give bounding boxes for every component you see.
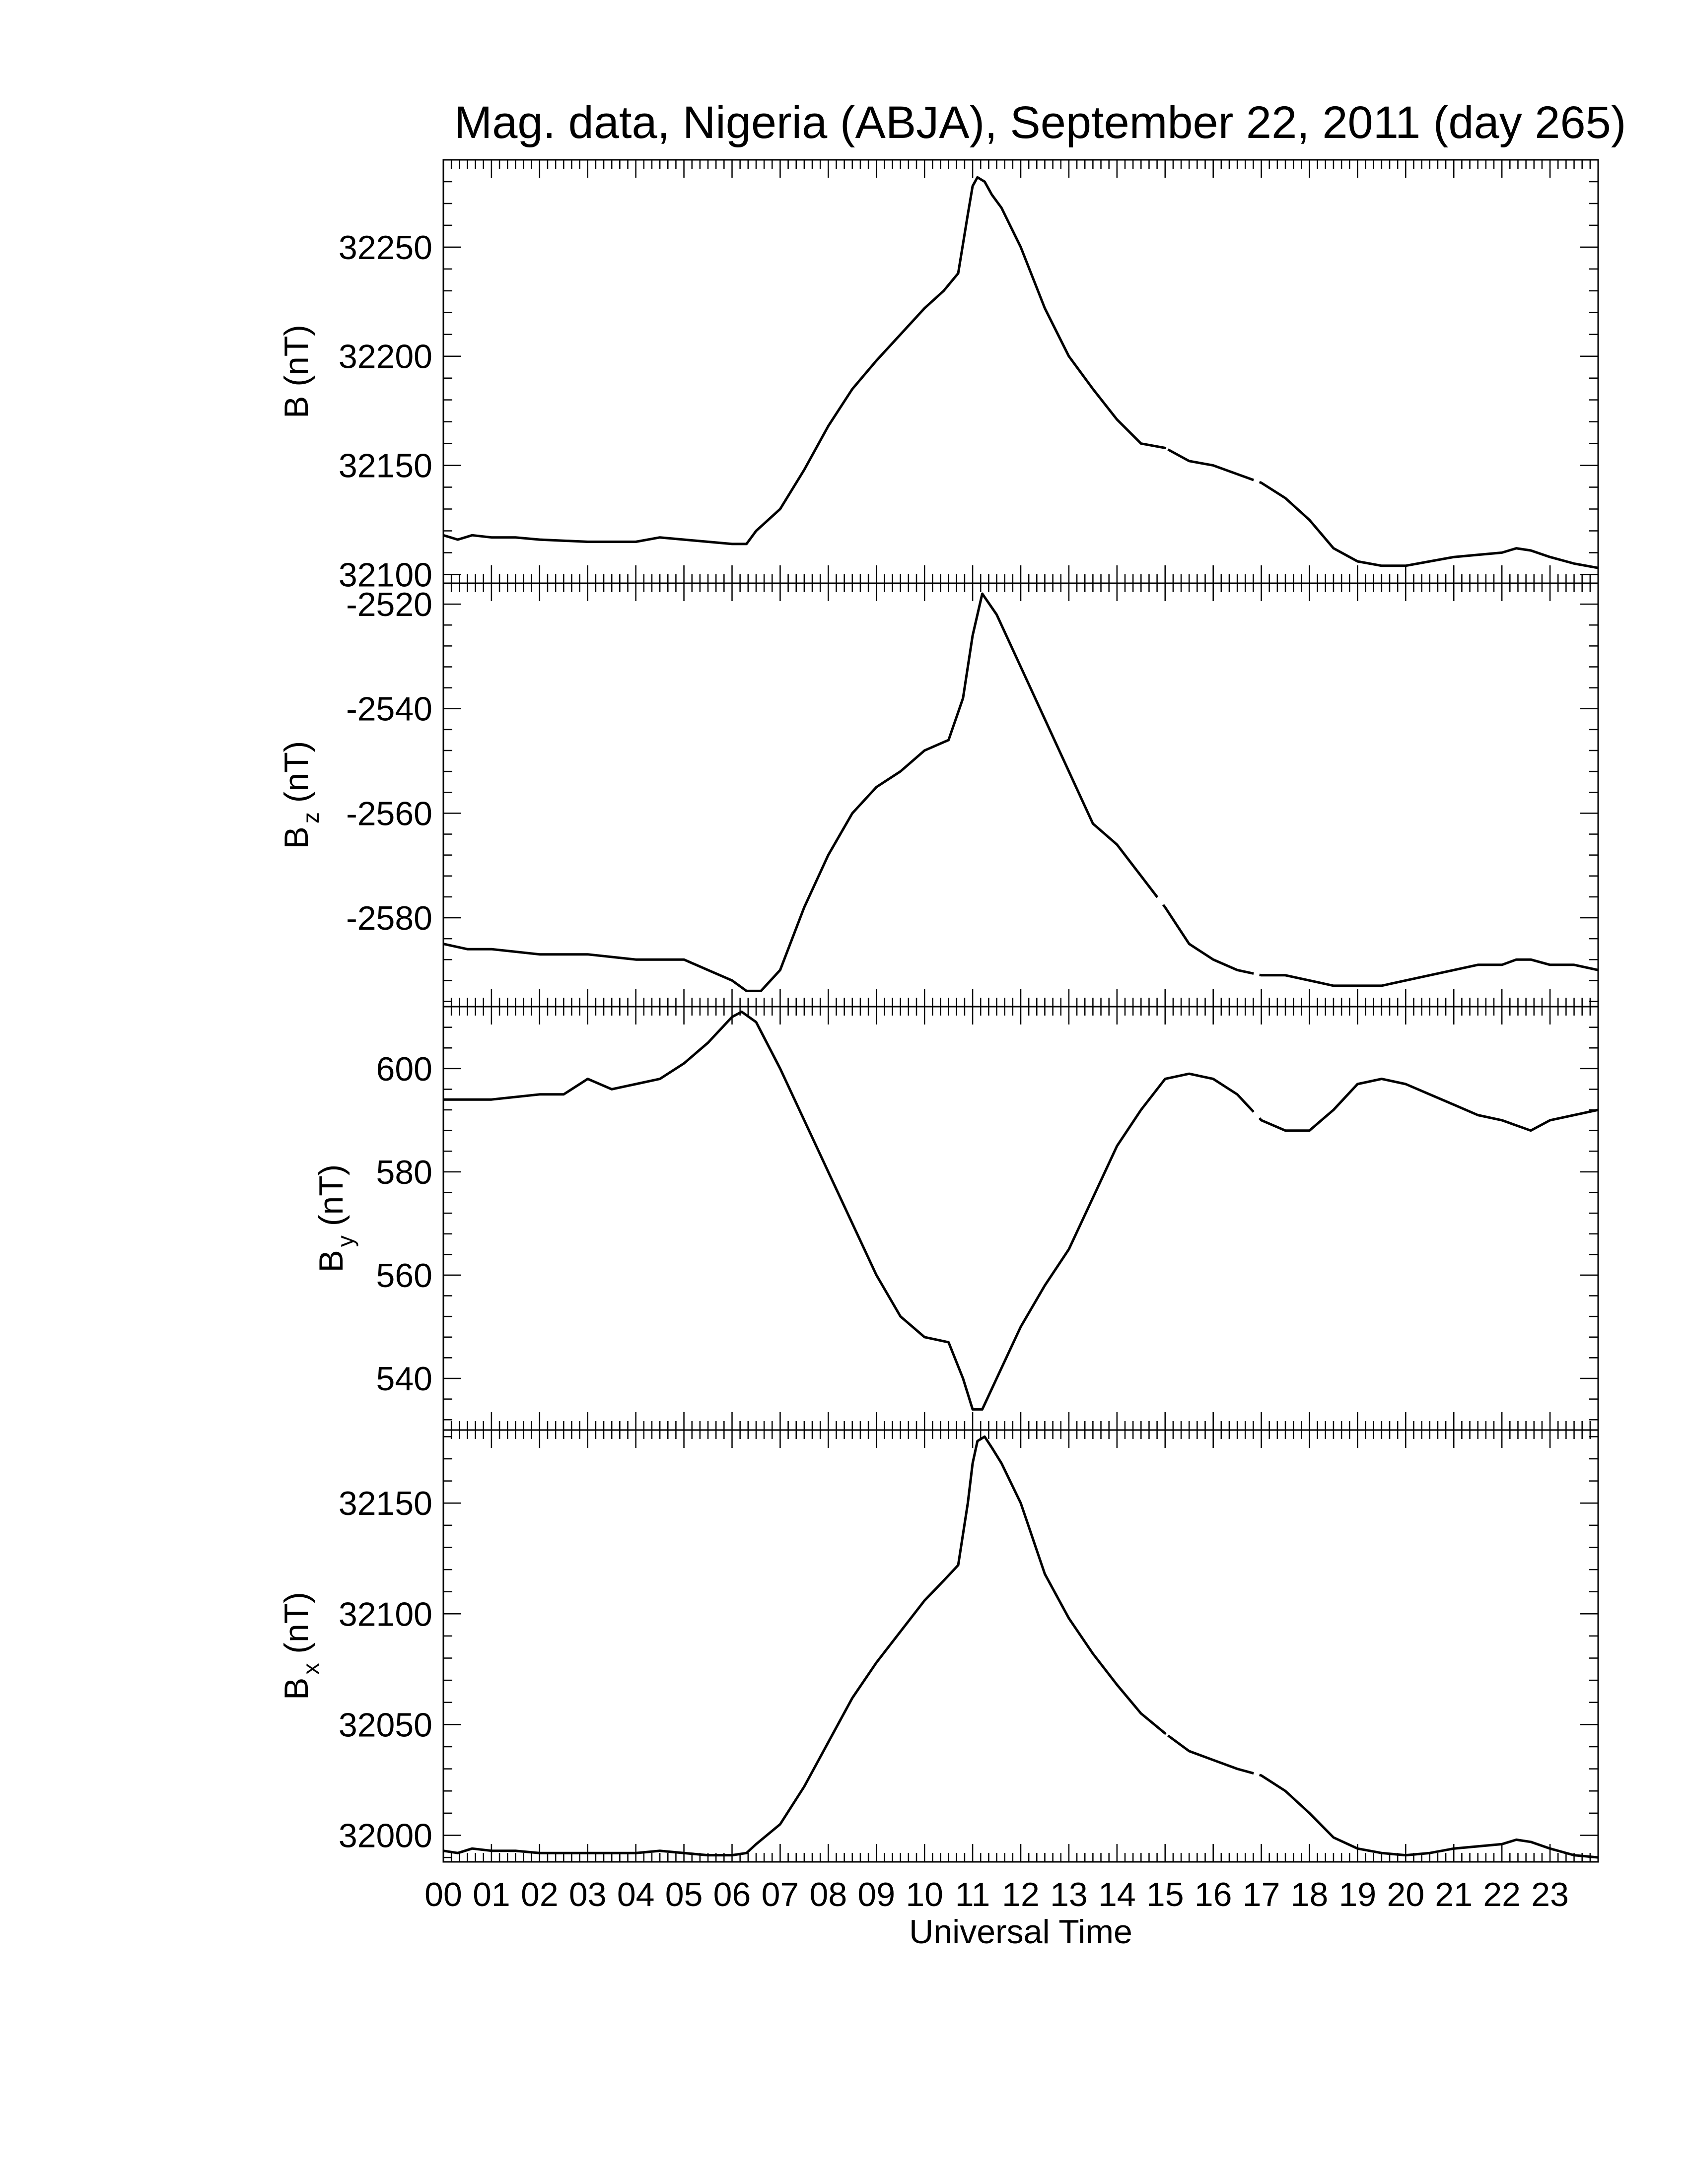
y-tick-label: 32250 <box>338 228 432 267</box>
y-axis-label-main: B (nT) <box>278 325 315 418</box>
y-tick-label: 32050 <box>338 1706 432 1744</box>
y-axis-label-subscript: z <box>298 812 324 824</box>
series-line-Bz <box>1260 959 1598 986</box>
y-tick-label: 32100 <box>338 556 432 594</box>
y-tick-label: 32150 <box>338 447 432 485</box>
x-tick-label: 04 <box>617 1876 655 1913</box>
x-tick-label: 11 <box>955 1876 990 1913</box>
series-line-Bz <box>1163 905 1254 974</box>
y-tick-label: 32000 <box>338 1817 432 1855</box>
panel-frame-B <box>443 160 1598 583</box>
panel-By <box>312 1007 1598 1430</box>
series-line-B <box>443 177 1165 544</box>
y-tick-label: -2560 <box>346 795 432 833</box>
x-tick-label: 17 <box>1242 1876 1280 1913</box>
x-tick-label: 14 <box>1098 1876 1136 1913</box>
x-tick-label: 15 <box>1146 1876 1184 1913</box>
x-tick-label: 08 <box>809 1876 847 1913</box>
y-axis-label-By <box>312 1164 358 1273</box>
y-tick-label: -2540 <box>346 690 432 728</box>
series-line-Bz <box>443 594 1157 991</box>
x-tick-label: 05 <box>665 1876 703 1913</box>
x-tick-label: 12 <box>1002 1876 1040 1913</box>
y-tick-label: -2580 <box>346 899 432 937</box>
x-axis <box>424 1876 1569 1913</box>
series-line-Bx <box>1168 1736 1254 1774</box>
y-axis-label-subscript: y <box>333 1235 358 1247</box>
panel-Bx <box>278 1430 1598 1862</box>
chart-title: Mag. data, Nigeria (ABJA), September 22, 2011 (day 265) <box>454 97 1626 148</box>
y-tick-label: 32200 <box>338 338 432 376</box>
x-tick-label: 07 <box>761 1876 799 1913</box>
y-tick-label: 600 <box>376 1050 432 1088</box>
x-tick-label: 00 <box>424 1876 462 1913</box>
panels-group <box>278 160 1598 1862</box>
series-line-By <box>1260 1079 1598 1131</box>
y-axis-label-B <box>278 325 315 418</box>
y-axis-label-Bx <box>278 1592 324 1700</box>
panel-frame-Bz <box>443 583 1598 1007</box>
y-axis-label-units: (nT) <box>312 1164 350 1236</box>
panel-B <box>278 160 1598 594</box>
series-line-Bx <box>443 1436 1165 1855</box>
x-tick-label: 10 <box>906 1876 943 1913</box>
x-tick-label: 16 <box>1194 1876 1232 1913</box>
x-tick-label: 02 <box>521 1876 559 1913</box>
x-tick-label: 13 <box>1050 1876 1088 1913</box>
x-tick-label: 18 <box>1290 1876 1329 1913</box>
y-tick-label: 32100 <box>338 1595 432 1634</box>
series-line-By <box>443 1012 1254 1409</box>
x-tick-label: 01 <box>473 1876 510 1913</box>
x-tick-label: 09 <box>857 1876 896 1913</box>
y-tick-label: -2520 <box>346 586 432 624</box>
panel-Bz <box>278 583 1598 1007</box>
y-axis-label-main: B <box>312 1250 350 1273</box>
y-tick-label: 32150 <box>338 1485 432 1523</box>
y-axis-label-main: B <box>278 826 315 849</box>
y-tick-label: 560 <box>376 1256 432 1295</box>
y-axis-label-subscript: x <box>298 1663 324 1675</box>
y-tick-label: 580 <box>376 1153 432 1191</box>
y-axis-label-main: B <box>278 1677 315 1700</box>
y-axis-label-units: (nT) <box>278 741 315 813</box>
series-line-B <box>1168 450 1254 480</box>
x-axis-label: Universal Time <box>909 1913 1132 1951</box>
panel-frame-Bx <box>443 1430 1598 1862</box>
x-tick-label: 23 <box>1531 1876 1569 1913</box>
x-tick-label: 06 <box>713 1876 751 1913</box>
x-tick-label: 03 <box>568 1876 607 1913</box>
y-axis-label-Bz <box>278 741 324 849</box>
x-tick-label: 22 <box>1483 1876 1521 1913</box>
series-line-Bx <box>1260 1775 1598 1857</box>
x-tick-label: 21 <box>1435 1876 1473 1913</box>
y-tick-label: 540 <box>376 1360 432 1398</box>
x-tick-label: 20 <box>1387 1876 1425 1913</box>
y-axis-label-units: (nT) <box>278 1592 315 1663</box>
series-line-B <box>1260 482 1598 568</box>
panel-frame-By <box>443 1007 1598 1430</box>
x-tick-label: 19 <box>1338 1876 1377 1913</box>
